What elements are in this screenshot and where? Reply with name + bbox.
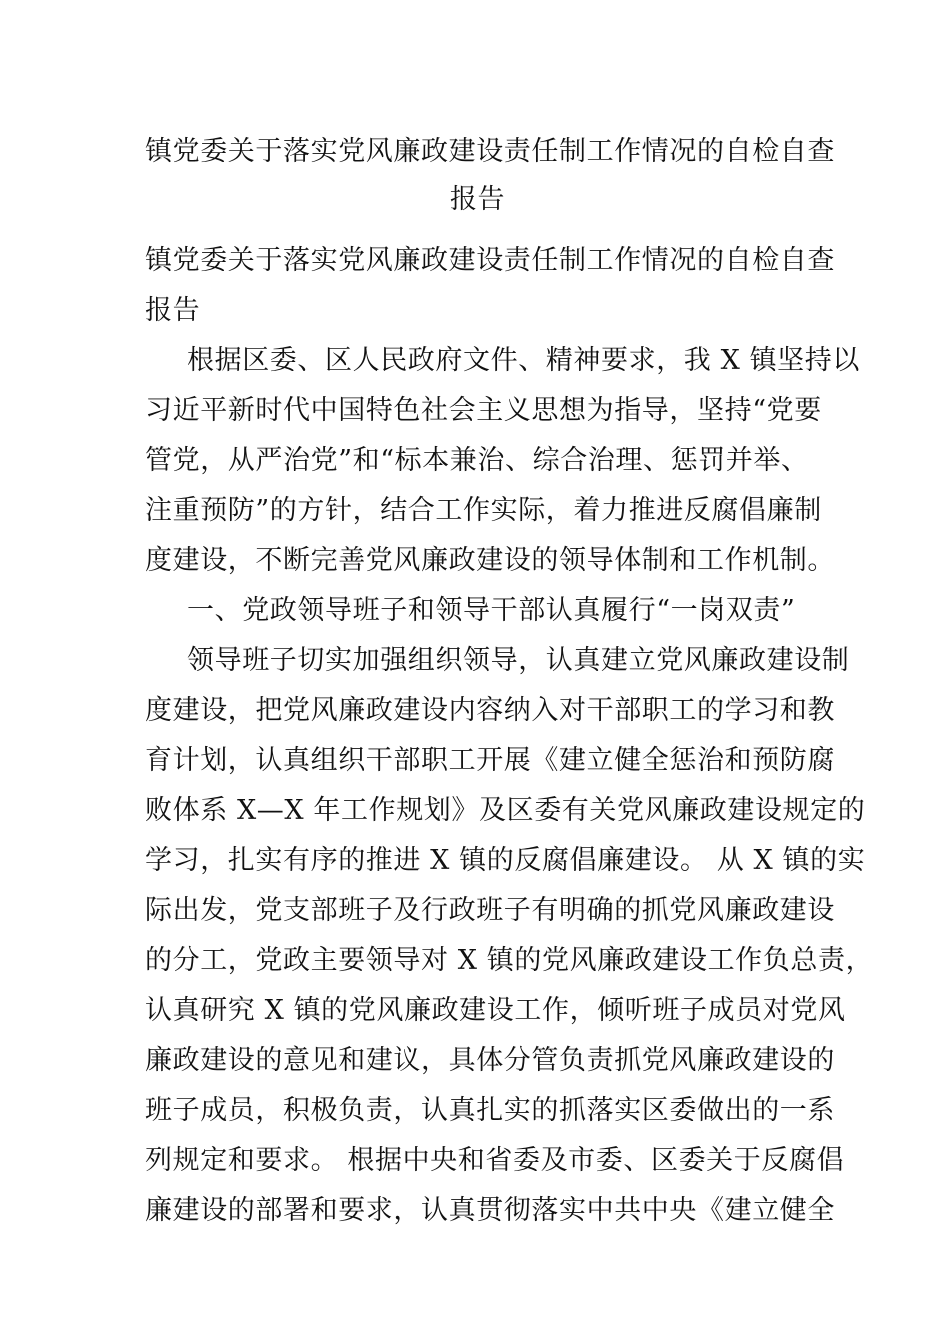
- text-line: 育计划，认真组织干部职工开展《建立健全惩治和预防腐: [145, 745, 835, 776]
- text-line: 注重预防”的方针，结合工作实际，着力推进反腐倡廉制: [145, 495, 822, 526]
- text-line: 际出发，党支部班子及行政班子有明确的抓党风廉政建设: [145, 895, 835, 926]
- text-line: 败体系 X—X 年工作规划》及区委有关党风廉政建设规定的: [145, 795, 866, 826]
- title-line-2: 报告: [449, 184, 506, 215]
- title-line-1: 镇党委关于落实党风廉政建设责任制工作情况的自检自查: [145, 136, 835, 167]
- text-line: 镇党委关于落实党风廉政建设责任制工作情况的自检自查: [145, 245, 835, 276]
- text-line: 认真研究 X 镇的党风廉政建设工作，倾听班子成员对党风: [145, 995, 846, 1026]
- text-line: 一、党政领导班子和领导干部认真履行“一岗双责”: [187, 595, 796, 626]
- text-line: 报告: [145, 295, 201, 326]
- text-line: 根据区委、区人民政府文件、精神要求，我 X 镇坚持以: [187, 345, 860, 376]
- text-line: 管党，从严治党”和“标本兼治、综合治理、惩罚并举、: [145, 445, 809, 476]
- text-line: 的分工，党政主要领导对 X 镇的党风廉政建设工作负总责，: [145, 945, 874, 976]
- text-line: 习近平新时代中国特色社会主义思想为指导，坚持“党要: [145, 395, 822, 426]
- document-title: [145, 128, 835, 224]
- document-body: [145, 236, 874, 1236]
- text-line: 廉建设的部署和要求，认真贯彻落实中共中央《建立健全: [145, 1195, 835, 1226]
- text-line: 学习，扎实有序的推进 X 镇的反腐倡廉建设。 从 X 镇的实: [145, 845, 866, 876]
- text-line: 度建设，把党风廉政建设内容纳入对干部职工的学习和教: [145, 695, 835, 726]
- text-line: 列规定和要求。 根据中央和省委及市委、区委关于反腐倡: [145, 1145, 845, 1176]
- text-line: 廉政建设的意见和建议，具体分管负责抓党风廉政建设的: [145, 1045, 835, 1076]
- text-line: 度建设，不断完善党风廉政建设的领导体制和工作机制。: [145, 545, 835, 576]
- text-line: 领导班子切实加强组织领导，认真建立党风廉政建设制: [187, 645, 850, 676]
- text-line: 班子成员，积极负责，认真扎实的抓落实区委做出的一系: [145, 1095, 835, 1126]
